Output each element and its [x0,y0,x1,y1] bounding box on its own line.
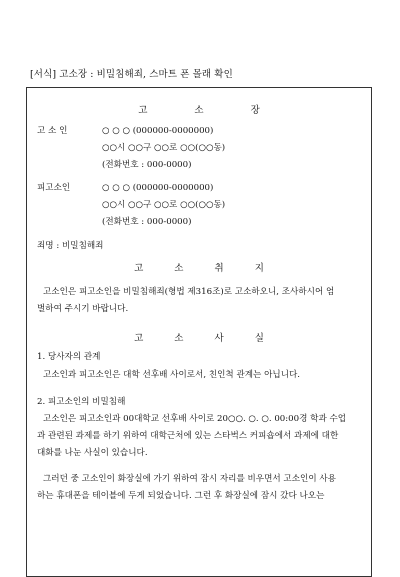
defendant-phone: (전화번호 : 000-0000) [102,217,192,227]
section1-heading: 1. 당사자의 관계 [37,352,101,362]
section2-line-2: 과 관련된 과제를 하기 위하여 대학근처에 있는 스타벅스 커피숍에서 과제에 대한 [37,431,339,441]
section2-para2-line-2: 하는 휴대폰을 테이블에 두게 되었습니다. 그런 후 화장실에 잠시 갔다 나오는 [37,491,325,501]
purpose-line-1: 고소인은 피고소인을 비밀침해죄(형법 제316조)로 고소하오니, 조사하시어 엄 [43,287,335,297]
purpose-heading: 고 소 취 지 [134,263,278,274]
defendant-address: ○○시 ○○구 ○○로 ○○(○○동) [102,200,226,210]
complainant-phone: (전화번호 : 000-0000) [102,160,192,170]
section2-para2-line-1: 그러던 중 고소인이 화장실에 가기 위하여 잠시 자리를 비우면서 고소인이 사용 [43,474,336,484]
complaint-document [26,87,372,577]
section2-line-1: 고소인은 피고소인과 00대학교 선후배 사이로 20○○. ○. ○. 00:00경 학과 수업 [43,414,347,424]
defendant-name: ○ ○ ○ (000000-0000000) [102,183,214,193]
section1-line-1: 고소인과 피고소인은 대학 선후배 사이로서, 친인척 관계는 아닙니다. [43,370,301,380]
complainant-label: 고 소 인 [37,126,68,136]
section2-line-3: 대화를 나눈 사실이 있습니다. [37,448,148,458]
complainant-address: ○○시 ○○구 ○○로 ○○(○○동) [102,143,226,153]
complainant-name: ○ ○ ○ (000000-0000000) [102,126,214,136]
document-header: [서식] 고소장 : 비밀침해죄, 스마트 폰 몰래 확인 [30,69,233,80]
facts-heading: 고 소 사 실 [134,333,278,344]
section2-heading: 2. 피고소인의 비밀침해 [37,397,126,407]
purpose-line-2: 벌하여 주시기 바랍니다. [37,304,129,314]
charge-line: 죄명 : 비밀침해죄 [37,241,104,251]
document-title: 고 소 장 [138,105,282,116]
defendant-label: 피고소인 [37,183,71,193]
